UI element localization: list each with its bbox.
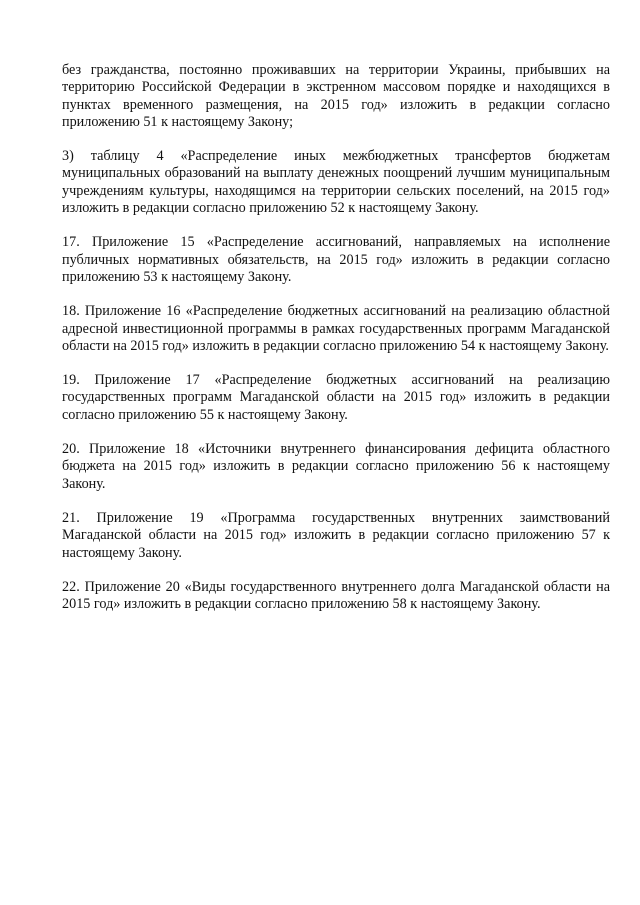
paragraph-item-20: 20. Приложение 18 «Источники внутреннего финансирования дефицита областного бюджета на 2015 год» изложить в редакции согласно приложению 56 к настоящему Закону. [62,441,610,492]
paragraph-continuation: без гражданства, постоянно проживавших на территории Украины, прибывших на территорию Российской Федерации в экстренном массовом порядке и находящихся в пунктах временного размещения, на 2015 год» изложить в редакции согласно приложению 51 к настоящему Закону; [62,62,610,130]
paragraph-item-21: 21. Приложение 19 «Программа государственных внутренних заимствований Магаданской области на 2015 год» изложить в редакции согласно приложению 57 к настоящему Закону. [62,509,610,561]
paragraph-item-17: 17. Приложение 15 «Распределение ассигнований, направляемых на исполнение публичных нормативных обязательств, на 2015 год» изложить в редакции согласно приложению 53 к настоящему Закону. [62,234,610,285]
paragraph-item-18: 18. Приложение 16 «Распределение бюджетных ассигнований на реализацию областной адресной инвестиционной программы в рамках государственных программ Магаданской области на 2015 год» изложить в редакции согласно приложению 54 к настоящему Закону. [62,303,610,354]
paragraph-item-22: 22. Приложение 20 «Виды государственного внутреннего долга Магаданской области на 2015 год» изложить в редакции согласно приложению 58 к настоящему Закону. [62,578,610,613]
paragraph-item-19: 19. Приложение 17 «Распределение бюджетных ассигнований на реализацию государственных программ Магаданской области на 2015 год» изложить в редакции согласно приложению 55 к настоящему Закону. [62,372,610,423]
paragraph-item-3-table-4: 3) таблицу 4 «Распределение иных межбюджетных трансфертов бюджетам муниципальных образований на выплату денежных поощрений лучшим муниципальным учреждениям культуры, находящимся на территории сельских поселений, на 2015 год» изложить в редакции согласно приложению 52 к настоящему Закону. [62,148,610,217]
